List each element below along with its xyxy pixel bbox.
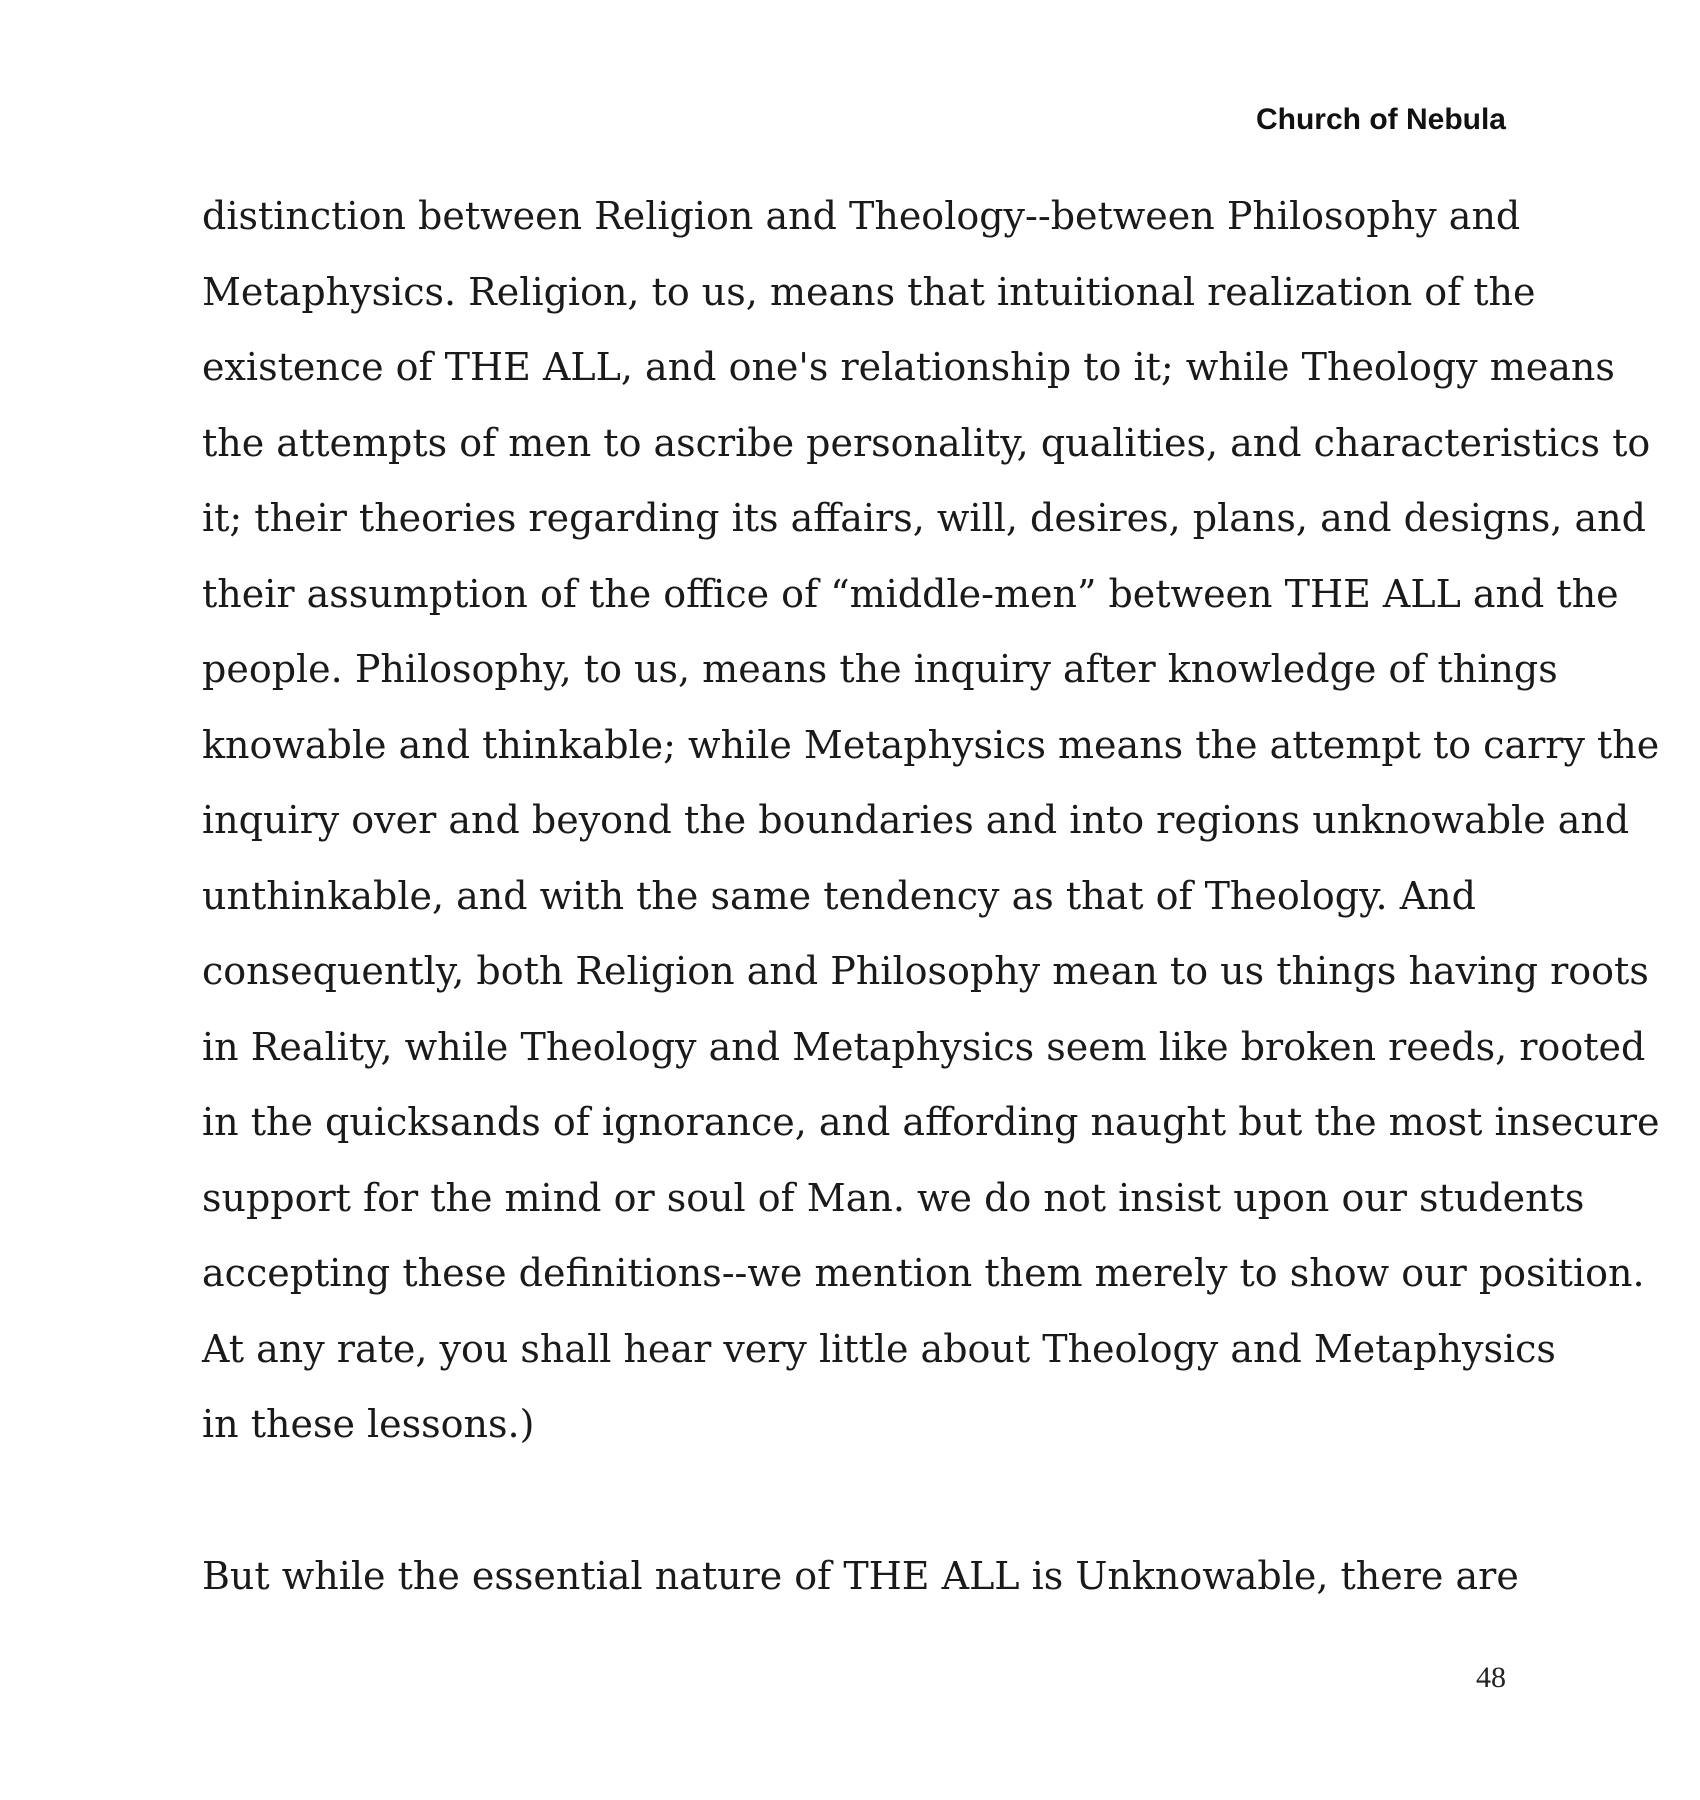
text-line: consequently, both Religion and Philosophy mean to us things having roots <box>202 949 1649 993</box>
text-line: Metaphysics. Religion, to us, means that intuitional realization of the <box>202 269 1536 314</box>
text-line: But while the essential nature of THE ALL is Unknowable, there are <box>202 1553 1519 1598</box>
text-line: the attempts of men to ascribe personality, qualities, and characteristics to <box>202 420 1651 465</box>
text-line: accepting these definitions--we mention them merely to show our position. <box>202 1251 1645 1295</box>
text-line: distinction between Religion and Theology--between Philosophy and <box>202 194 1521 238</box>
text-line: At any rate, you shall hear very little about Theology and Metaphysics <box>202 1326 1556 1371</box>
text-line: in Reality, while Theology and Metaphysics seem like broken reeds, rooted <box>202 1024 1646 1069</box>
running-header: Church of Nebula <box>1255 103 1506 136</box>
text-line: existence of THE ALL, and one's relationship to it; while Theology means <box>202 345 1615 389</box>
text-line: it; their theories regarding its affairs, will, desires, plans, and designs, and <box>202 496 1646 540</box>
text-line: unthinkable, and with the same tendency as that of Theology. And <box>202 873 1476 918</box>
text-line: knowable and thinkable; while Metaphysics means the attempt to carry the <box>202 722 1660 767</box>
text-line: people. Philosophy, to us, means the inquiry after knowledge of things <box>202 647 1558 691</box>
text-line: inquiry over and beyond the boundaries and into regions unknowable and <box>202 798 1630 842</box>
paragraph <box>202 1550 1522 1626</box>
body-text <box>202 190 1660 1625</box>
text-line: in these lessons.) <box>202 1402 535 1446</box>
paragraph-gap <box>202 1474 1522 1550</box>
text-line: support for the mind or soul of Man. we do not insist upon our students <box>202 1175 1585 1220</box>
text-line: their assumption of the office of “middle-men” between THE ALL and the <box>202 571 1619 616</box>
paragraph <box>202 190 1660 1474</box>
text-line: in the quicksands of ignorance, and affording naught but the most insecure <box>202 1100 1660 1144</box>
page-number: 48 <box>1476 1661 1506 1694</box>
